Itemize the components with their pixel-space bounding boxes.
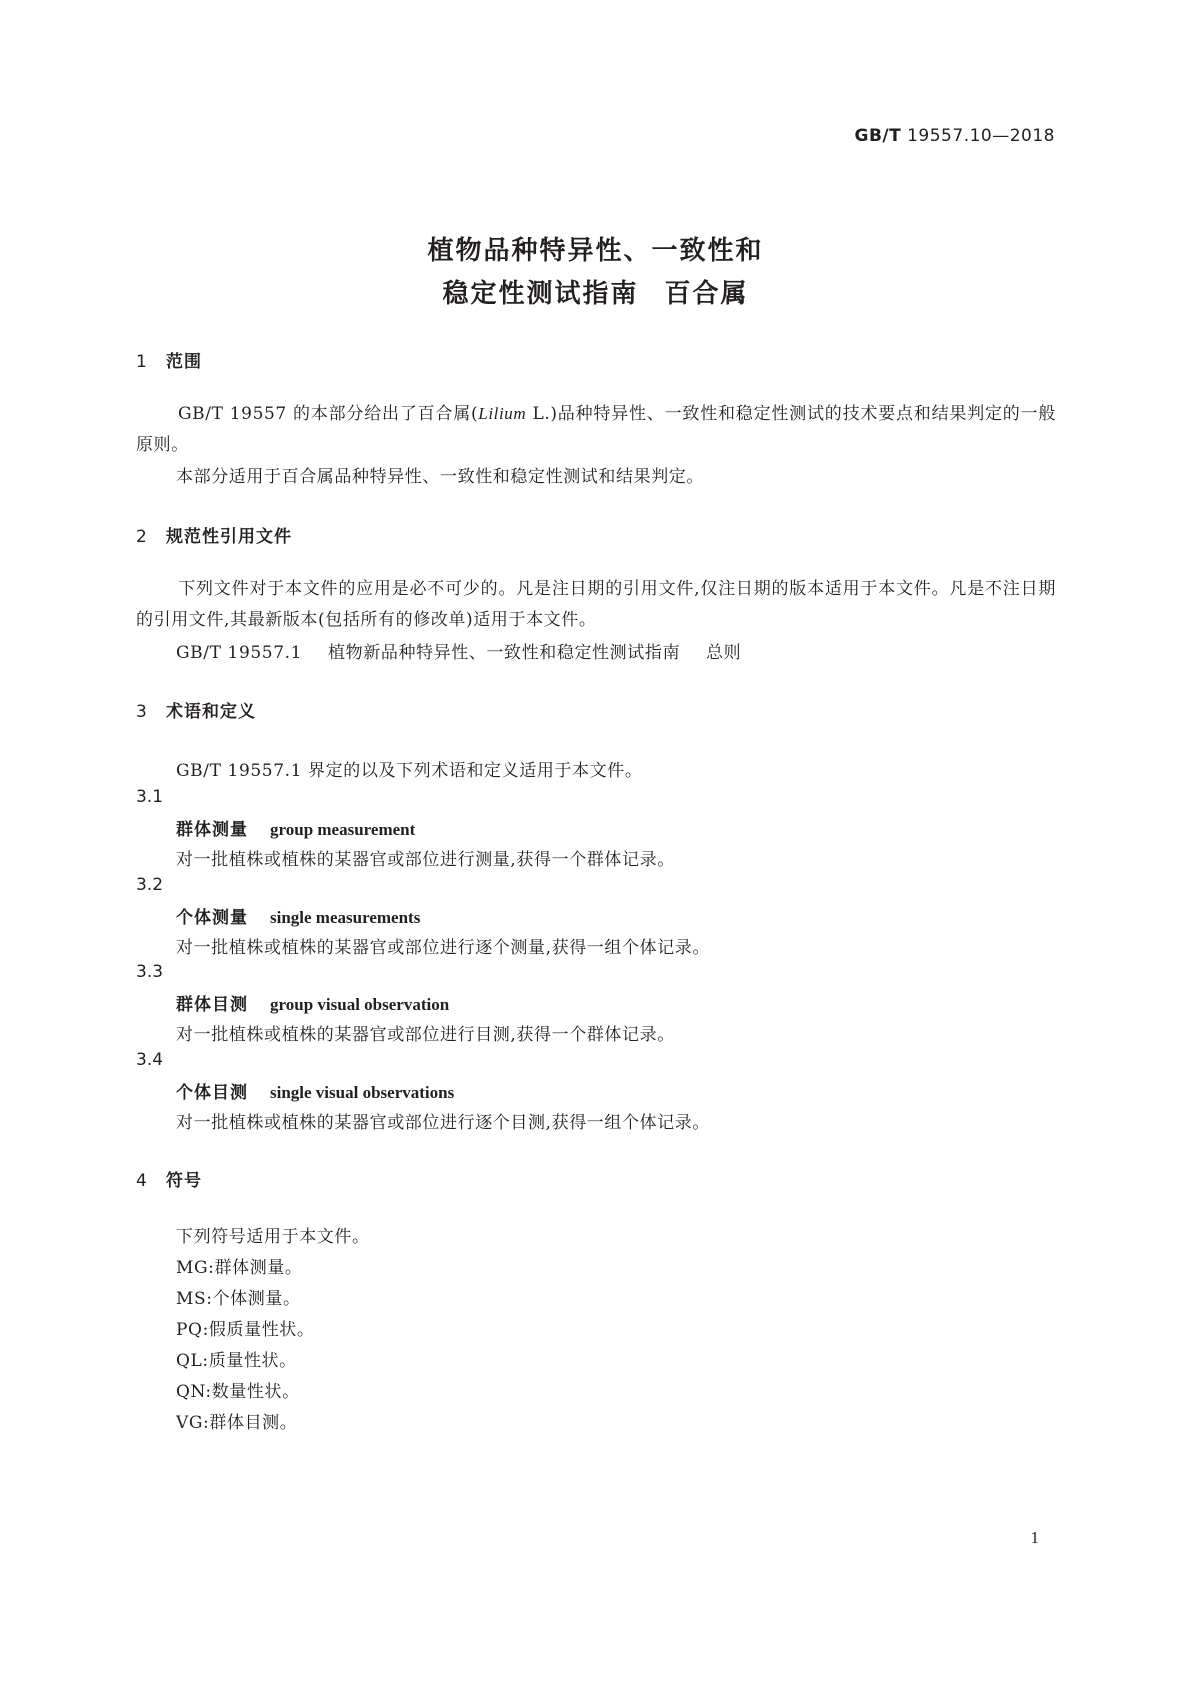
document-title-line1: 植物品种特异性、一致性和 xyxy=(427,236,764,266)
section-3-intro: GB/T 19557.1 界定的以及下列术语和定义适用于本文件。 xyxy=(176,761,643,781)
symbol-item: MS:个体测量。 xyxy=(176,1289,301,1309)
section-2-heading xyxy=(136,522,292,547)
term-definition: 对一批植株或植株的某器官或部位进行测量,获得一个群体记录。 xyxy=(176,850,675,870)
reference-code: GB/T 19557.1 xyxy=(176,643,303,663)
section-1-paragraph-1: GB/T 19557 的本部分给出了百合属(Lilium L.)品种特异性、一致性和稳定性测试的技术要点和结果判定的一般原则。 xyxy=(136,404,1056,455)
section-number: 2 xyxy=(136,527,148,547)
symbol-item: MG:群体测量。 xyxy=(176,1258,303,1278)
term-entry xyxy=(176,903,420,928)
page-number: 1 xyxy=(1030,1528,1039,1547)
term-en: single measurements xyxy=(270,908,421,927)
term-number: 3.1 xyxy=(136,787,164,807)
reference-part: 总则 xyxy=(706,643,742,663)
symbol-item: QN:数量性状。 xyxy=(176,1382,300,1402)
title-part-a: 稳定性测试指南 xyxy=(442,279,639,309)
term-definition: 对一批植株或植株的某器官或部位进行逐个目测,获得一组个体记录。 xyxy=(176,1113,711,1133)
section-title: 术语和定义 xyxy=(166,702,256,722)
symbol-item: PQ:假质量性状。 xyxy=(176,1320,315,1340)
section-1-paragraph-2: 本部分适用于百合属品种特异性、一致性和稳定性测试和结果判定。 xyxy=(176,467,704,487)
section-4-intro: 下列符号适用于本文件。 xyxy=(176,1227,370,1247)
term-en: single visual observations xyxy=(270,1083,455,1102)
term-zh: 个体测量 xyxy=(176,908,248,928)
symbol-item: QL:质量性状。 xyxy=(176,1351,297,1371)
term-zh: 群体测量 xyxy=(176,820,248,840)
term-definition: 对一批植株或植株的某器官或部位进行逐个测量,获得一组个体记录。 xyxy=(176,938,711,958)
term-zh: 个体目测 xyxy=(176,1083,248,1103)
term-number: 3.2 xyxy=(136,875,164,895)
section-number: 1 xyxy=(136,352,148,372)
standard-prefix: GB/T xyxy=(854,126,902,146)
term-entry xyxy=(176,815,415,840)
term-en: group visual observation xyxy=(270,995,450,1014)
section-title: 规范性引用文件 xyxy=(166,527,292,547)
section-number: 4 xyxy=(136,1171,148,1191)
standard-code: 19557.10—2018 xyxy=(907,126,1055,146)
section-title: 范围 xyxy=(166,352,202,372)
term-en: group measurement xyxy=(270,820,416,839)
term-entry xyxy=(176,1078,454,1103)
symbol-item: VG:群体目测。 xyxy=(176,1413,298,1433)
title-part-b: 百合属 xyxy=(664,279,749,309)
term-entry xyxy=(176,990,449,1015)
reference-title: 植物新品种特异性、一致性和稳定性测试指南 xyxy=(328,643,681,663)
section-number: 3 xyxy=(136,702,148,722)
normative-reference xyxy=(176,638,741,663)
section-4-heading xyxy=(136,1166,202,1191)
genus-name: Lilium xyxy=(478,404,527,423)
term-zh: 群体目测 xyxy=(176,995,248,1015)
section-2-paragraph-1: 下列文件对于本文件的应用是必不可少的。凡是注日期的引用文件,仅注日期的版本适用于本文件。凡是不注日期的引用文件,其最新版本(包括所有的修改单)适用于本文件。 xyxy=(136,579,1056,630)
term-number: 3.4 xyxy=(136,1050,164,1070)
document-title-line2 xyxy=(0,273,1191,310)
standard-number xyxy=(854,126,1055,146)
term-definition: 对一批植株或植株的某器官或部位进行目测,获得一个群体记录。 xyxy=(176,1025,675,1045)
section-title: 符号 xyxy=(166,1171,202,1191)
term-number: 3.3 xyxy=(136,962,164,982)
section-3-heading xyxy=(136,697,256,722)
section-1-heading xyxy=(136,347,202,372)
